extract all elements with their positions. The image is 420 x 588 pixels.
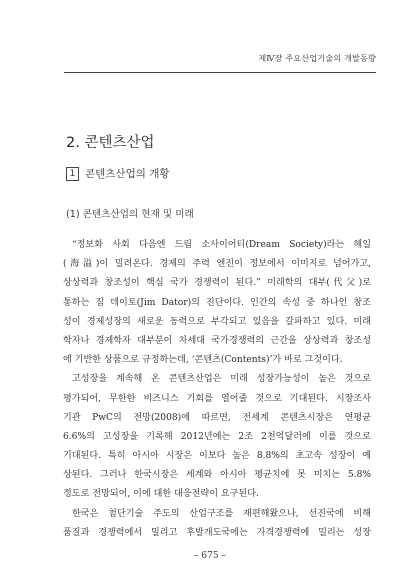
body-line: 기대된다. 특히 아시아 시장은 이보다 높은 8.8%의 초고속 성장이 예 bbox=[63, 451, 371, 462]
body-line: 평가되어, 무한한 비즈니스 기회를 열어줄 것으로 기대된다. 시장조사 bbox=[63, 393, 371, 404]
body-line: 품질과 경쟁력에서 밀리고 후발개도국에는 가격경쟁력에 밀리는 성장 bbox=[63, 527, 371, 538]
body-line: 6.6%의 고성장을 기록해 2012년에는 2조 2천억달러에 이를 것으로 bbox=[63, 431, 371, 442]
page-number: – 675 – bbox=[194, 551, 226, 561]
body-line: “정보화 사회 다음엔 드림 소사이어티(Dream Society)라는 해일 bbox=[72, 240, 371, 250]
subsection-title: (1) 콘텐츠산업의 현재 및 미래 bbox=[66, 209, 194, 220]
body-line: 상상력과 창조성이 핵심 국가 경쟁력이 된다.” 미래학의 대부(代父)로 bbox=[63, 278, 371, 289]
section-title-text: 콘텐츠산업의 개황 bbox=[85, 168, 170, 180]
body-text bbox=[63, 236, 371, 543]
header-rule bbox=[64, 72, 376, 73]
body-line: 기관 PwC의 전망(2008)에 따르면, 전세계 콘텐츠시장은 연평균 bbox=[63, 412, 371, 423]
body-line: (海溢)이 밀려온다. 경제의 주력 엔진이 정보에서 이미지로 넘어가고, bbox=[63, 259, 371, 270]
running-header: 제Ⅳ장 주요산업기술의 개발동향 bbox=[258, 53, 376, 63]
body-line: 성이 경제성장의 새로운 동력으로 부각되고 있음을 갈파하고 있다. 미래 bbox=[63, 316, 371, 327]
section-title bbox=[66, 166, 169, 181]
body-line: 고성장을 계속해 온 콘텐츠산업은 미래 성장가능성이 높은 것으로 bbox=[72, 374, 371, 385]
body-line: 학자나 경제학자 대부분이 차세대 국가경쟁력의 근간을 상상력과 창조성 bbox=[63, 335, 371, 346]
body-line: 상된다. 그러나 한국시장은 세계와 아시아 평균치에 못 미치는 5.8% bbox=[63, 470, 371, 481]
body-line: 한국은 첨단기술 주도의 산업구조를 재편해왔으나, 선진국에 비해 bbox=[72, 508, 371, 519]
body-line: 통하는 짐 데이토(Jim Dator)의 진단이다. 인간의 속성 중 하나인 창조 bbox=[63, 297, 371, 308]
body-line: 에 기반한 상품으로 규정하는데, ‘콘텐츠(Contents)’가 바로 그것이다. bbox=[63, 355, 343, 366]
section-number-box: 1 bbox=[66, 167, 79, 181]
chapter-title: 2. 콘텐츠산업 bbox=[66, 135, 155, 151]
body-line: 정도로 전망되어, 이에 대한 대응전략이 요구된다. bbox=[63, 489, 259, 500]
